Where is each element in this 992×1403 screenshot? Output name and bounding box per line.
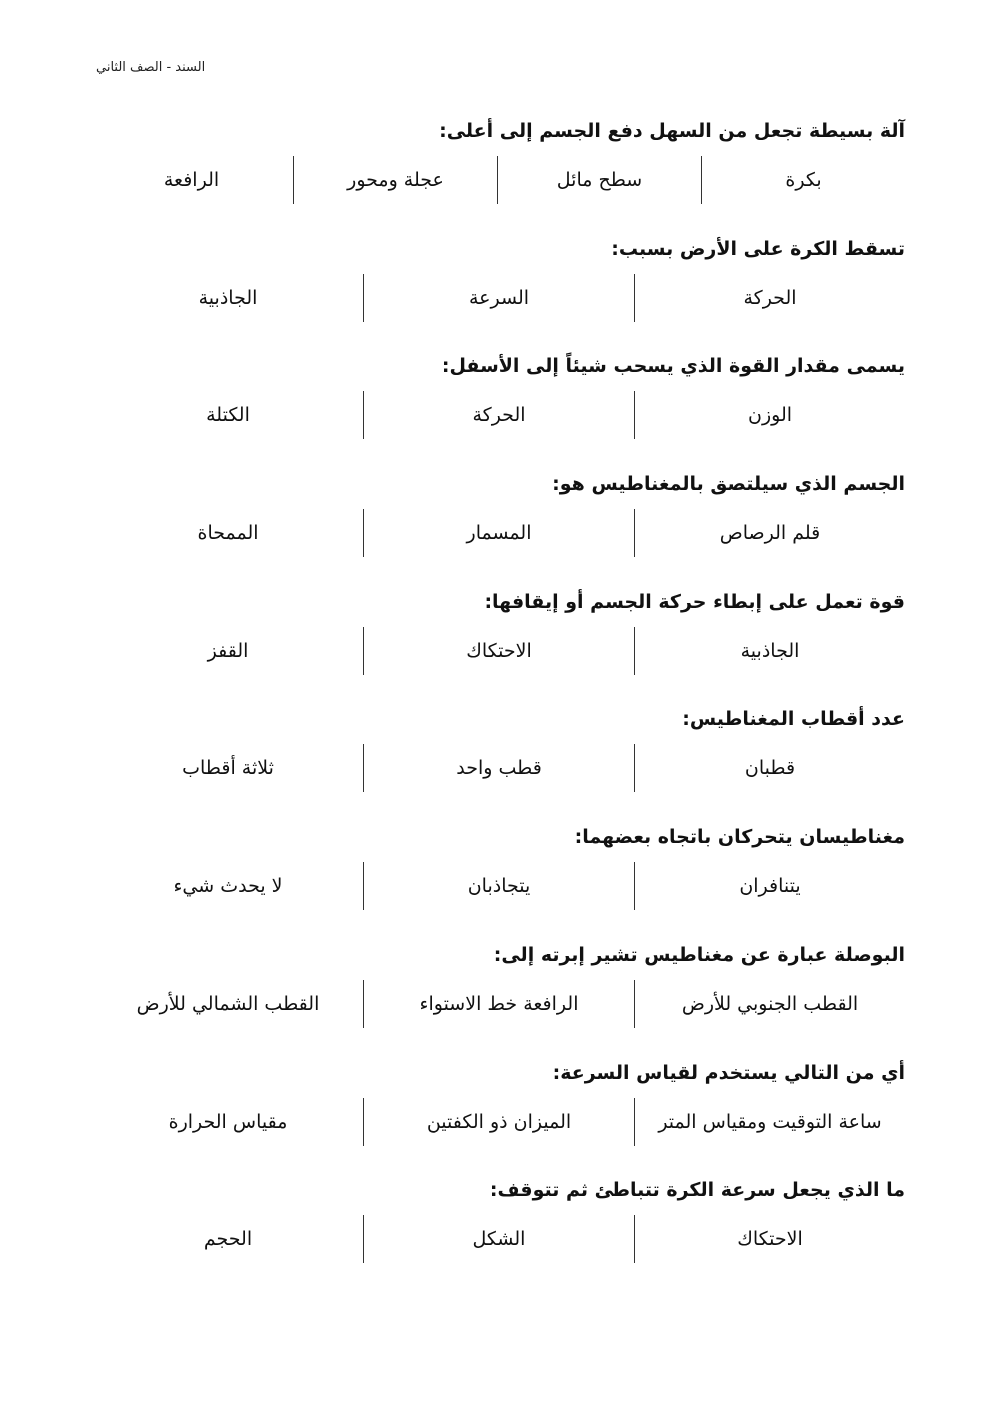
question-title: البوصلة عبارة عن مغناطيس تشير إبرته إلى: (493, 944, 905, 966)
options-row (93, 1098, 905, 1146)
option-1[interactable]: يتنافران (739, 875, 801, 897)
options-row (93, 627, 905, 675)
options-row (93, 509, 905, 557)
option-2[interactable]: الشكل (364, 1215, 635, 1263)
option-1[interactable]: قطبان (744, 757, 796, 779)
question-title: آلة بسيطة تجعل من السهل دفع الجسم إلى أعلى: (439, 120, 905, 142)
options-row (93, 980, 905, 1028)
option-1[interactable]: القطب الجنوبي للأرض (681, 993, 859, 1015)
question-2 (90, 238, 905, 333)
option-3[interactable]: مقياس الحرارة (93, 1098, 364, 1146)
option-1[interactable]: الاحتكاك (737, 1228, 803, 1250)
question-5 (90, 591, 905, 686)
question-4 (90, 473, 905, 568)
options-row (93, 1215, 905, 1263)
option-1[interactable]: بكرة (785, 169, 822, 191)
question-title: مغناطيسان يتحركان باتجاه بعضهما: (574, 826, 905, 848)
option-1[interactable]: ساعة التوقيت ومقياس المتر (658, 1111, 882, 1133)
option-2[interactable]: الميزان ذو الكفتين (364, 1098, 635, 1146)
question-title: الجسم الذي سيلتصق بالمغناطيس هو: (552, 473, 905, 495)
option-3[interactable]: الجاذبية (93, 274, 364, 322)
option-3[interactable]: الحجم (93, 1215, 364, 1263)
options-row (90, 156, 905, 204)
option-1[interactable]: الحركة (743, 287, 797, 309)
page-header: السند - الصف الثاني (96, 60, 206, 75)
option-2[interactable]: السرعة (364, 274, 635, 322)
option-1[interactable]: قلم الرصاص (719, 522, 821, 544)
option-2[interactable]: الاحتكاك (364, 627, 635, 675)
option-1[interactable]: الجاذبية (740, 640, 800, 662)
option-3[interactable]: عجلة ومحور (294, 156, 498, 204)
question-1 (90, 120, 905, 215)
question-3 (90, 355, 905, 450)
option-2[interactable]: قطب واحد (364, 744, 635, 792)
question-9 (90, 1062, 905, 1157)
option-3[interactable]: الكتلة (93, 391, 364, 439)
options-row (93, 391, 905, 439)
question-title: عدد أقطاب المغناطيس: (682, 708, 905, 730)
question-title: يسمى مقدار القوة الذي يسحب شيئاً إلى الأسفل: (441, 355, 905, 377)
option-3[interactable]: القفز (93, 627, 364, 675)
option-3[interactable]: لا يحدث شيء (93, 862, 364, 910)
question-8 (90, 944, 905, 1039)
question-title: قوة تعمل على إبطاء حركة الجسم أو إيقافها: (484, 591, 905, 613)
options-row (93, 862, 905, 910)
option-3[interactable]: القطب الشمالي للأرض (93, 980, 364, 1028)
option-3[interactable]: الممحاة (93, 509, 364, 557)
options-row (93, 274, 905, 322)
option-2[interactable]: الرافعة خط الاستواء (364, 980, 635, 1028)
option-4[interactable]: الرافعة (90, 156, 294, 204)
option-2[interactable]: يتجاذبان (364, 862, 635, 910)
question-10 (90, 1179, 905, 1274)
option-2[interactable]: الحركة (364, 391, 635, 439)
option-1[interactable]: الوزن (748, 404, 793, 426)
option-2[interactable]: سطح مائل (498, 156, 702, 204)
question-7 (90, 826, 905, 921)
options-row (93, 744, 905, 792)
option-3[interactable]: ثلاثة أقطاب (93, 744, 364, 792)
question-title: أي من التالي يستخدم لقياس السرعة: (552, 1062, 905, 1084)
question-6 (90, 708, 905, 803)
question-title: تسقط الكرة على الأرض بسبب: (611, 238, 905, 260)
question-title: ما الذي يجعل سرعة الكرة تتباطئ ثم تتوقف: (489, 1179, 905, 1201)
option-2[interactable]: المسمار (364, 509, 635, 557)
